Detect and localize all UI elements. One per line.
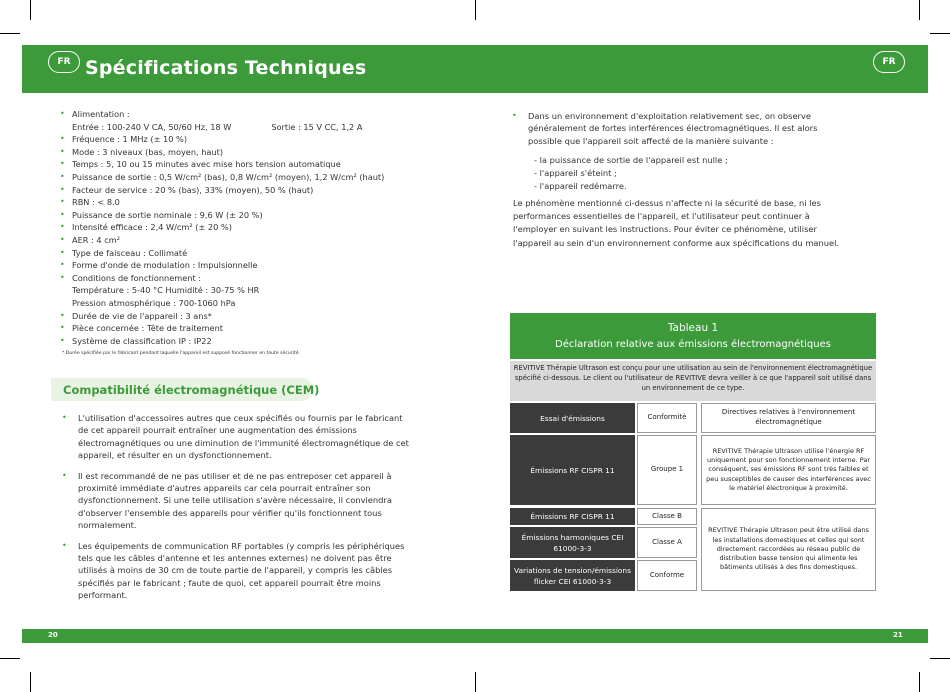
- spec-item: • Type de faisceau : Collimaté: [60, 247, 188, 258]
- spec-item: • Pièce concernée : Tête de traitement: [60, 323, 223, 334]
- header-cell: Conformité: [637, 403, 697, 433]
- table-intro: REVITIVE Thérapie Ultrason est conçu pour une utilisation au sein de l'environnement électromagnétique spécifié ci-dessous. Le client ou l'utilisateur de REVITIVE devra veiller à ce que l'appareil soit utilisé dans un environnement de ce type.: [510, 361, 876, 401]
- language-badge-left: FR: [48, 51, 80, 73]
- spec-item: • RBN : < 8.0: [60, 197, 120, 208]
- bullet-icon: •: [62, 540, 67, 550]
- table-subtitle: Déclaration relative aux émissions électromagnétiques: [555, 339, 831, 350]
- bullet-icon: •: [60, 159, 65, 169]
- dash-item: - l'appareil redémarre.: [534, 181, 627, 191]
- crop-mark: [30, 672, 31, 692]
- bullet-icon: •: [60, 335, 65, 345]
- list-item: • Les équipements de communication RF portables (y compris les périphériques tels que les câbles d'antenne et les antennes externes) ne doivent pas être utilisés à moins de 30 cm de toute partie de l'appareil, y compris les câbles spécifiés par le fabricant ; faute de quoi, cet appareil pourrait être moins performant.: [62, 540, 405, 601]
- dash-item: - l'appareil s'éteint ;: [534, 168, 617, 178]
- right-paragraph: Le phénomène mentionné ci-dessus n'affecte ni la sécurité de base, ni les performances essentielles de l'appareil, et l'utilisateur peut continuer à l'employer en suivant les instructions. Pour éviter ce phénomène, utiliser l'appareil au sein d'un environnement conforme aux spécifications du manuel.: [513, 198, 840, 248]
- bullet-icon: •: [60, 323, 65, 333]
- table-cell-guidance: REVITIVE Thérapie Ultrason utilise l'énergie RF uniquement pour son fonctionnement interne. Par conséquent, ses émissions RF sont très faibles et peu susceptibles de causer des interférences avec le matériel électronique à proximité.: [701, 435, 876, 505]
- header-cell: Essai d'émissions: [510, 403, 635, 433]
- table-cell-test: Variations de tension/émissions flicker CEI 61000-3-3: [510, 560, 635, 591]
- spec-item: Pression atmosphérique : 700-1060 hPa: [72, 297, 236, 308]
- bullet-icon: •: [60, 310, 65, 320]
- table-cell-test: Émissions harmoniques CEI 61000-3-3: [510, 527, 635, 558]
- footnote: * Durée spécifiée par le fabricant pendant laquelle l'appareil est supposé fonctionner en toute sécurité.: [62, 351, 301, 356]
- list-item: • Dans un environnement d'exploitation relativement sec, on observe généralement de fortes interférences électromagnétiques. Il est alors possible que l'appareil soit affecté de la manière suivante :: [512, 111, 818, 146]
- cem-paragraphs: [62, 412, 412, 610]
- crop-mark: [930, 658, 950, 659]
- table-title: Tableau 1: [667, 322, 719, 334]
- spec-item: • AER : 4 cm²: [60, 234, 120, 245]
- bullet-icon: •: [60, 171, 65, 181]
- bullet-icon: •: [60, 209, 65, 219]
- bullet-icon: •: [60, 197, 65, 207]
- crop-mark: [475, 0, 476, 20]
- spec-item: • Conditions de fonctionnement :: [60, 272, 202, 283]
- crop-mark: [0, 33, 20, 34]
- spec-item: • Forme d'onde de modulation : Impulsionnelle: [60, 260, 258, 271]
- language-badge-right: FR: [873, 51, 905, 73]
- bullet-icon: •: [60, 184, 65, 194]
- page-number-left: 20: [48, 631, 58, 639]
- specs-list: [60, 108, 430, 347]
- bullet-icon: •: [62, 470, 67, 480]
- spec-item: • Alimentation :: [60, 109, 130, 119]
- header-cell: Directives relatives à l'environnement électromagnétique: [701, 403, 876, 433]
- right-bullet-list: [512, 110, 842, 153]
- bullet-icon: •: [62, 413, 67, 422]
- table-cell-compliance: Classe B: [637, 508, 697, 525]
- spec-item: • Mode : 3 niveaux (bas, moyen, haut): [60, 146, 224, 157]
- footer-bar: [22, 629, 928, 643]
- crop-mark: [919, 672, 920, 692]
- spec-item: • Facteur de service : 20 % (bas), 33% (moyen), 50 % (haut): [60, 184, 314, 195]
- bullet-icon: •: [60, 222, 65, 232]
- spec-item: • Puissance de sortie : 0,5 W/cm² (bas), 0,8 W/cm² (moyen), 1,2 W/cm² (haut): [60, 171, 385, 182]
- dash-list: [534, 154, 728, 193]
- table-cell-compliance: Groupe 1: [637, 435, 697, 505]
- crop-mark: [0, 658, 20, 659]
- spec-item: • Puissance de sortie nominale : 9,6 W (± 20 %): [60, 209, 263, 220]
- spec-item: Température : 5-40 °C Humidité : 30-75 % HR: [72, 285, 260, 296]
- page-title: Spécifications Techniques: [85, 57, 367, 79]
- table-cell-compliance: Conforme: [637, 560, 697, 591]
- spec-item: • Durée de vie de l'appareil : 3 ans*: [60, 310, 212, 321]
- bullet-icon: •: [60, 272, 65, 282]
- spec-item: • Temps : 5, 10 ou 15 minutes avec mise hors tension automatique: [60, 159, 341, 170]
- bullet-icon: •: [512, 111, 517, 120]
- spec-item: • Système de classification IP : IP22: [60, 335, 212, 346]
- bullet-icon: •: [60, 109, 65, 118]
- spec-item: • Fréquence : 1 MHz (± 10 %): [60, 134, 188, 145]
- spec-item: • Intensité efficace : 2,4 W/cm² (± 20 %): [60, 222, 232, 233]
- crop-mark: [30, 0, 31, 20]
- table-cell-guidance: REVITIVE Thérapie Ultrason peut être utilisé dans les installations domestiques et celles qui sont directement raccordées au réseau public de distribution basse tension qui alimente les bâtiments utilisés à des fins domestiques.: [701, 508, 876, 591]
- bullet-icon: •: [60, 247, 65, 257]
- bullet-icon: •: [60, 260, 65, 270]
- crop-mark: [475, 672, 476, 692]
- section-title: Compatibilité électromagnétique (CEM): [63, 383, 320, 397]
- dash-item: - la puissance de sortie de l'appareil est nulle ;: [534, 155, 728, 165]
- table-cell-test: Émissions RF CISPR 11: [510, 508, 635, 525]
- spec-item: Entrée : 100-240 V CA, 50/60 Hz, 18 W Sortie : 15 V CC, 1,2 A: [72, 121, 363, 132]
- emissions-table: [510, 313, 876, 593]
- page-number-right: 21: [893, 631, 903, 639]
- table-cell-test: Émissions RF CISPR 11: [510, 435, 635, 505]
- table-header: [510, 313, 876, 359]
- list-item: • L'utilisation d'accessoires autres que ceux spécifiés ou fournis par le fabricant de cet appareil pourrait entraîner une augmentation des émissions électromagnétiques ou une diminution de l'immunité électromagnétique de cet appareil, et résulter en un dysfonctionnement.: [62, 413, 409, 461]
- crop-mark: [919, 0, 920, 20]
- bullet-icon: •: [60, 234, 65, 244]
- table-cell-compliance: Classe A: [637, 527, 697, 558]
- list-item: • Il est recommandé de ne pas utiliser et de ne pas entreposer cet appareil à proximité immédiate d'autres appareils car cela pourrait entraîner son dysfonctionnement. Si une telle utilisation s'avère nécessaire, il conviendra d'observer l'ensemble des appareils pour vérifier qu'ils fonctionnent tous normalement.: [62, 470, 392, 531]
- bullet-icon: •: [60, 134, 65, 144]
- crop-mark: [930, 33, 950, 34]
- bullet-icon: •: [60, 146, 65, 156]
